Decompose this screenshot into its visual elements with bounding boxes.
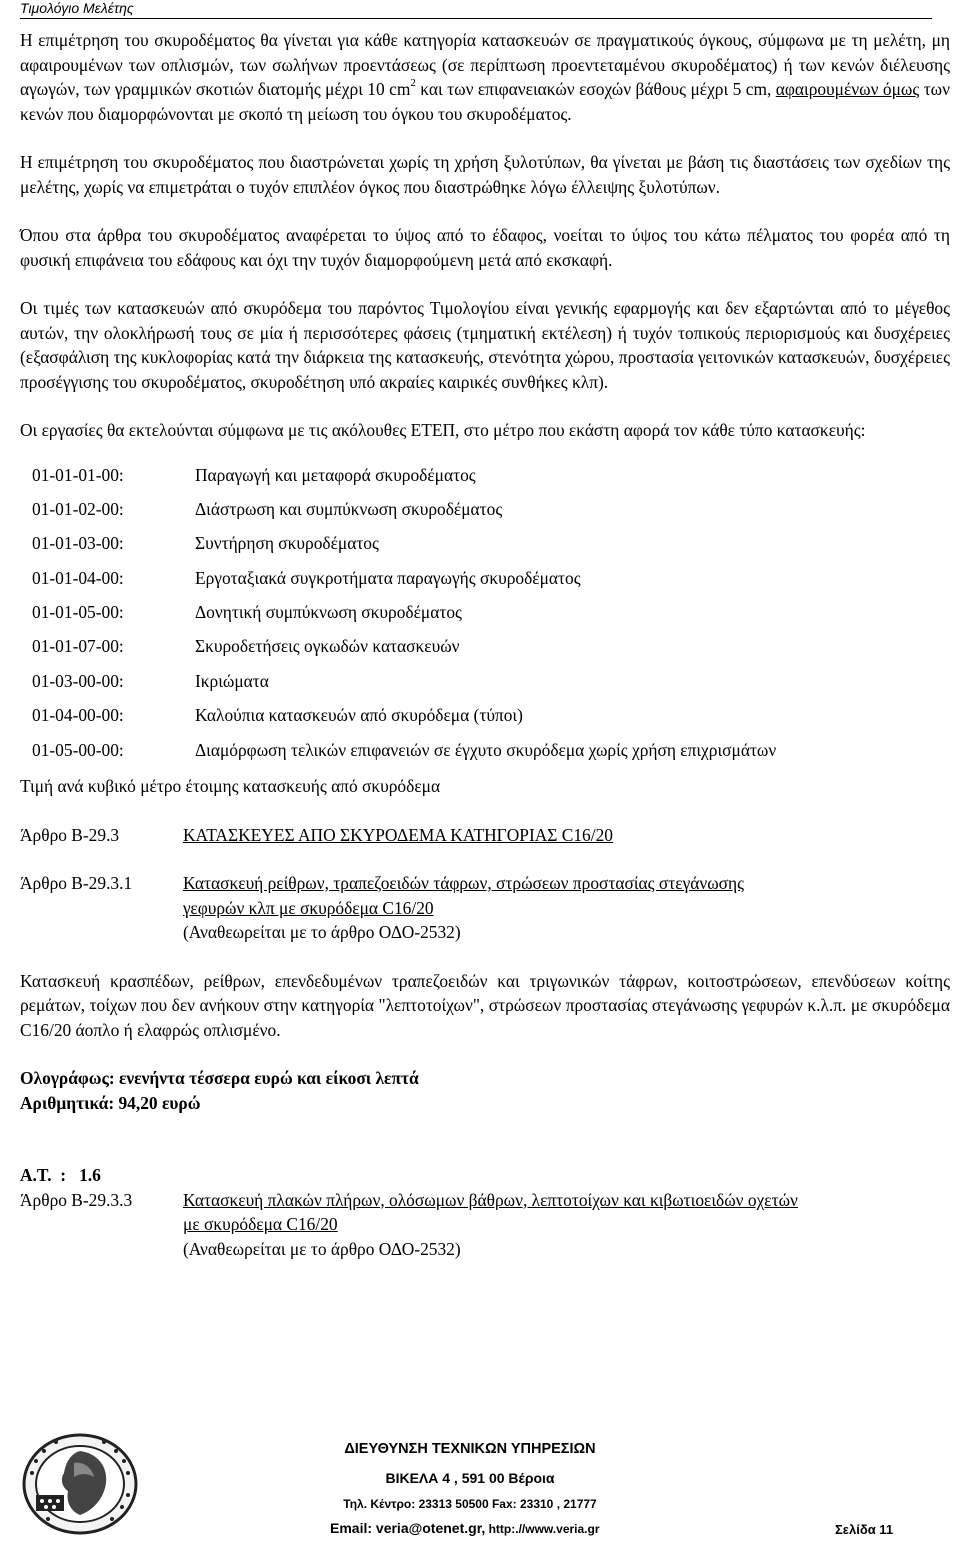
list-item — [20, 600, 950, 634]
price-number — [20, 1091, 950, 1116]
paragraph-measurement — [20, 28, 950, 126]
list-item — [20, 566, 950, 600]
number-value: 94,20 ευρώ — [118, 1092, 201, 1113]
price-words — [20, 1066, 950, 1091]
municipality-seal-icon — [22, 1433, 138, 1535]
list-item — [20, 634, 950, 668]
etep-code: 01-01-02-00: — [32, 498, 124, 519]
etep-description: Διάστρωση και συμπύκνωση σκυροδέματος — [195, 498, 503, 519]
list-item — [20, 531, 950, 565]
etep-description: Διαμόρφωση τελικών επιφανειών σε έγχυτο σκυρόδεμα χωρίς χρήση επιχρισμάτων — [195, 739, 777, 760]
article-b29-3 — [20, 823, 950, 848]
article-description: Κατασκευή κρασπέδων, ρείθρων, επενδεδυμένων τραπεζοειδών και τριγωνικών τάφρων, κοιτοστρώσεων, επενδύσεων κοίτης ρεμάτων, τοίχων που δεν ανήκουν στην κατηγορία "λεπτοτοίχων", στρώσεων προστασίας στεγάνωσης γεφυρών κ.λ.π. με σκυρόδεμα C16/20 άοπλο ή ελαφρώς οπλισμένο. — [20, 970, 950, 1040]
etep-code: 01-05-00-00: — [32, 739, 124, 760]
footer-org: ΔΙΕΥΘΥΝΣΗ ΤΕΧΝΙΚΩΝ ΥΠΗΡΕΣΙΩΝ — [344, 1441, 596, 1457]
article-label: Άρθρο Β-29.3.1 — [20, 873, 133, 894]
list-item — [20, 463, 950, 497]
footer-address: ΒΙΚΕΛΑ 4 , 591 00 Βέροια — [385, 1470, 555, 1486]
page-header — [20, 0, 932, 19]
etep-code: 01-04-00-00: — [32, 705, 124, 726]
etep-code: 01-01-05-00: — [32, 602, 124, 623]
etep-description: Ικριώματα — [195, 670, 269, 691]
footer-contact — [330, 1520, 690, 1536]
etep-description: Δονητική συμπύκνωση σκυροδέματος — [195, 602, 462, 623]
page-footer — [0, 1420, 960, 1541]
article-title: Κατασκευή πλακών πλήρων, ολόσωμων βάθρων, λεπτοτοίχων και κιβωτιοειδών οχετών — [183, 1189, 798, 1210]
article-title-continued: με σκυρόδεμα C16/20 — [183, 1214, 338, 1235]
paragraph-height: Όπου στα άρθρα του σκυροδέματος αναφέρεται το ύψος από το έδαφος, νοείται το ύψος του κάτω πέλματος του φορέα από τη φυσική επιφάνεια του εδάφους και όχι την τυχόν διαμορφούμενη μετά από εκσκαφή. — [20, 225, 950, 270]
footer-web-link[interactable]: http:.//www.veria.gr — [485, 1522, 600, 1536]
underlined-text: αφαιρουμένων όμως — [775, 79, 920, 99]
at-number: Α.Τ. : 1.6 — [20, 1165, 101, 1186]
article-revision: (Αναθεωρείται με το άρθρο ΟΔΟ-2532) — [183, 1238, 461, 1259]
list-item — [20, 738, 950, 772]
footer-phones: Τηλ. Κέντρο: 23313 50500 Fax: 23310 , 21777 — [343, 1497, 597, 1511]
words-value: ενενήντα τέσσερα ευρώ και είκοσι λεπτά — [118, 1068, 419, 1089]
article-title-continued: γεφυρών κλπ με σκυρόδεμα C16/20 — [183, 897, 434, 918]
text-run: Η επιμέτρηση του σκυροδέματος θα γίνεται για κάθε κατηγορία κατασκευών σε πραγματικούς όγκους, σύμφωνα με τη μελέτη, μη αφαιρουμένων των οπλισμών, των σωλήνων προεντάσεως (σε περίπτωση προεντεταμένου σκυροδέματος) ή των κενών διέλευσης αγωγών, των γραμμικών σκοτιών διατομής μέχρι 10 cm — [20, 30, 950, 99]
price-note: Τιμή ανά κυβικό μέτρο έτοιμης κατασκευής από σκυρόδεμα — [20, 776, 441, 797]
etep-code-list — [20, 463, 950, 773]
etep-code: 01-01-03-00: — [32, 533, 124, 554]
etep-description: Εργοταξιακά συγκροτήματα παραγωγής σκυροδέματος — [195, 567, 581, 588]
article-label: Άρθρο Β-29.3.3 — [20, 1189, 133, 1210]
article-label: Άρθρο Β-29.3 — [20, 824, 120, 845]
article-b29-3-3 — [20, 1188, 950, 1262]
page-number: Σελίδα 11 — [835, 1522, 894, 1537]
article-title: ΚΑΤΑΣΚΕΥΕΣ ΑΠΟ ΣΚΥΡΟΔΕΜΑ ΚΑΤΗΓΟΡΙΑΣ C16/20 — [183, 824, 613, 845]
etep-code: 01-01-07-00: — [32, 636, 124, 657]
text-run: των κενών που διαμορφώνονται με σκοπό τη μείωση του όγκου του σκυροδέματος. — [20, 79, 950, 124]
footer-email-link[interactable]: Email: veria@otenet.gr, — [330, 1520, 486, 1536]
article-title: Κατασκευή ρείθρων, τραπεζοειδών τάφρων, στρώσεων προστασίας στεγάνωσης — [183, 873, 745, 894]
etep-code: 01-01-01-00: — [32, 464, 124, 485]
etep-description: Καλούπια κατασκευών από σκυρόδεμα (τύποι) — [195, 705, 523, 726]
article-revision: (Αναθεωρείται με το άρθρο ΟΔΟ-2532) — [183, 922, 461, 943]
paragraph-prices: Οι τιμές των κατασκευών από σκυρόδεμα του παρόντος Τιμολογίου είναι γενικής εφαρμογής και δεν εξαρτώνται από το μέγεθος αυτών, την ολοκλήρωσή τους σε μία ή περισσότερες φάσεις (τμηματική εκτέλεση) ή τυχόν τοπικούς περιορισμούς και δυσχέρειες (εξασφάλιση της κυκλοφορίας κατά την διάρκεια της κατασκευής, στενότητα χώρου, προστασία γειτονικών κατασκευών, δυσχέρειες προσέγγισης του σκυροδέματος, σκυροδέτηση υπό ακραίες καιρικές συνθήκες κλπ). — [20, 298, 950, 392]
header-title: Τιμολόγιο Μελέτης — [20, 0, 134, 16]
paragraph-no-formwork: Η επιμέτρηση του σκυροδέματος που διαστρώνεται χωρίς τη χρήση ξυλοτύπων, θα γίνεται με βάση τις διαστάσεις των σχεδίων της μελέτης, χωρίς να επιμετράται ο τυχόν επιπλέον όγκος που διαστρώθηκε λόγω έλλειψης ξυλοτύπων. — [20, 152, 950, 197]
words-label: Ολογράφως: — [20, 1068, 119, 1089]
etep-code: 01-03-00-00: — [32, 670, 124, 691]
superscript: 2 — [410, 77, 416, 89]
list-item — [20, 703, 950, 737]
list-item — [20, 497, 950, 531]
number-label: Αριθμητικά: — [20, 1092, 119, 1113]
etep-description: Σκυροδετήσεις ογκωδών κατασκευών — [195, 636, 460, 657]
text-run: και των επιφανειακών εσοχών βάθους μέχρι 5 cm, — [415, 79, 776, 99]
article-b29-3-1 — [20, 871, 950, 945]
list-item — [20, 669, 950, 703]
etep-code: 01-01-04-00: — [32, 567, 124, 588]
document-body — [20, 28, 950, 1261]
paragraph-etep: Οι εργασίες θα εκτελούνται σύμφωνα με τις ακόλουθες ΕΤΕΠ, στο μέτρο που εκάστη αφορά τον κάθε τύπο κατασκευής: — [20, 420, 866, 440]
etep-description: Συντήρηση σκυροδέματος — [195, 533, 379, 554]
etep-description: Παραγωγή και μεταφορά σκυροδέματος — [195, 464, 476, 485]
